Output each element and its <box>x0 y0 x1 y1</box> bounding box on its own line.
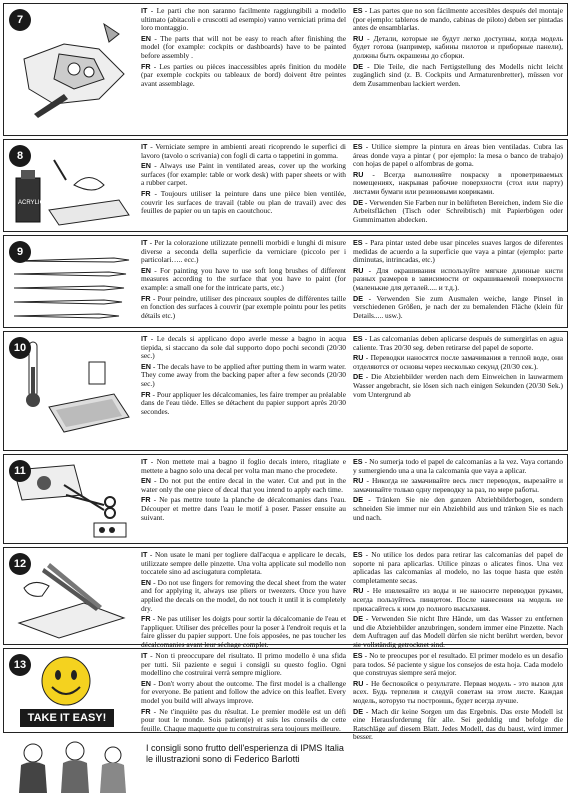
lang-label: FR <box>141 61 151 71</box>
footer-credits <box>146 743 344 765</box>
take-it-easy-badge: TAKE IT EASY! <box>27 712 107 724</box>
section-7 <box>3 3 568 136</box>
lang-label: DE <box>353 495 363 505</box>
step-number: 13 <box>9 654 31 676</box>
paragraph-it: IT - Le parti che non saranno facilmente raggiungibili a modello ultimato (abitacoli e cruscotti ad esempio) vanno verniciati prima del loro montaggio. <box>141 6 346 33</box>
lang-label: IT <box>141 6 148 15</box>
lang-label: RU <box>353 169 364 179</box>
lang-label: RU <box>353 476 364 486</box>
text-column-right: ES - No sumerja todo el papel de calcomanías a la vez. Vaya cortando y sumergiendo una a una la calcomanía que vaya a aplicar. RU - Никогда не замачивайте весь лист переводок, вырезайте и замачивайте только одну переводку за раз, по мере работы. DE - Tränken Sie nie den ganzen Abziehbilderbogen, sondern schneiden Sie immer nur ein Abziehbild aus und tränken Sie es nach und nach. <box>353 457 563 522</box>
section-13 <box>3 648 568 742</box>
lang-label: IT <box>141 550 148 559</box>
step-number: 9 <box>9 241 31 263</box>
lang-label: EN <box>141 33 151 43</box>
lang-label: EN <box>141 577 151 587</box>
text-column-left: IT - Non ti preoccupare del risultato. Il primo modello è una sfida per tutti. Sii paziente e segui i consigli su questo foglio. Ogni modellino che costruirai verrà sempre migliore. EN - Don't worry about the outcome. The first model is a challenge for everyone. Be patient and follow the advice on this leaflet. Every model you build will always improve. FR - Ne t'inquiète pas du résultat. Le premier modèle est un défi pour tout le monde. Sois patient(e) et suis les conseils de cette feuille. Chaque maquette que tu construiras sera toujours meilleure. <box>141 651 346 733</box>
lang-label: IT <box>141 142 148 151</box>
text-column-left: IT - Verniciate sempre in ambienti areati ricoprendo le superfici di lavoro (tavolo o scrivania) con fogli di carta o tappetini in gomma. EN - Always use Paint in ventilated areas, cover up the working surfaces (for example: table or work desk) with paper sheets or with a rubber carpet. FR - Toujours utiliser la peinture dans une pièce bien ventilée, couvrir les surfaces de travail (table ou plan de travail) avec des feuilles de papier ou un tapis en caoutchouc. <box>141 142 346 216</box>
lang-label: ES <box>353 651 363 660</box>
text-column-right: ES - Para pintar usted debe usar pinceles suaves largos de diferentes medidas de acuerdo a la superficie que vaya a pintar (ejemplo: parte diminutas, intrincadas, etc.) RU - Для окрашивания используйте мягкие длинные кисти разных размеров в зависимости от окрашиваемой поверхности (маленькие для деталей..... и т.д.). DE - Verwenden Sie zum Ausmalen weiche, lange Pinsel in verschiedenen Größen, je nach der zu bemalenden Fläche (klein für Details..... usw.). <box>353 238 563 320</box>
footer <box>3 735 568 797</box>
step-number: 10 <box>9 337 31 359</box>
lang-label: IT <box>141 238 148 247</box>
lang-label: RU <box>353 353 364 363</box>
text-column-right <box>353 7 563 90</box>
lang-label: EN <box>141 678 151 688</box>
text-column-right: ES - No te preocupes por el resultado. El primer modelo es un desafío para todos. Sé paciente y sigue los consejos de esta hoja. Cada modelo que construyas siempre será mejor. RU - Не беспокойся о результате. Первая модель - это вызов для всех. Будь терпелив и следуй советам на этом листе. Каждая модель, которую ты построишь, будет всегда лучше. DE - Mach dir keine Sorgen um das Ergebnis. Das erste Modell ist eine Herausforderung für alle. Sei geduldig und befolge die Ratschläge auf diesem Blatt. Jedes Modell, das du baust, wird immer besser. <box>353 651 563 742</box>
text-column-left: IT - Non mettete mai a bagno il foglio decals intero, ritagliate e mettete a bagno solo una decal per volta man mano che procedete. EN - Do not put the entire decal in the water. Cut and put in the water only the one piece of decal that you intend to apply each time. FR - Ne pas mettre toute la planche de décalcomanies dans l'eau. Découper et mettre dans l'eau le motif à poser. Passer ensuite au suivant. <box>141 457 346 522</box>
text-column-left: IT - Le decals si applicano dopo averle messe a bagno in acqua tiepida, si staccano da sole dal supporto dopo pochi secondi (20/30 sec.) EN - The decals have to be applied after putting them in warm water. They come away from the backing paper after a few seconds (20/30 sec.) FR - Pour appliquer les décalcomanies, les faire tremper au préalable dans de l'eau tiède. Elles se détachent du papier support après 20/30 secondes. <box>141 334 346 416</box>
step-number: 7 <box>9 9 31 31</box>
lang-label: IT <box>141 457 148 466</box>
lang-label: DE <box>353 61 363 71</box>
lang-label: EN <box>141 265 151 275</box>
lang-label: ES <box>353 142 363 151</box>
lang-label: FR <box>141 495 151 505</box>
text-column-left: IT - Per la colorazione utilizzate pennelli morbidi e lunghi di misure diverse a seconda della superficie da verniciare (piccolo per i particolari….. ecc.) EN - For painting you have to use soft long brushes of different measures according to the surface that you have to paint (for example: a small one for the intricate parts, etc.) FR - Pour peindre, utiliser des pinceaux souples de différentes taille en fonction des surfaces à couvrir (par exemple pointu pour les petits détails etc.) <box>141 238 346 320</box>
step-number: 11 <box>9 460 31 482</box>
text-column-right: ES - Las calcomanías deben aplicarse después de sumergirlas en agua caliente. Tras 20/30 seg. deben retirarse del papel de soporte. RU - Переводки наносятся после замачивания в теплой воде, они отделяются от основы через несколько секунд (20/30 сек.). DE - Die Abziehbilder werden nach dem Einweichen in lauwarmem Wasser angebracht, sie lösen sich nach einigen Sekunden (20/30 Sek.) vom Untergrund ab <box>353 334 563 399</box>
lang-label: FR <box>141 389 151 399</box>
lang-label: RU <box>353 265 364 275</box>
lang-label: ES <box>353 238 363 247</box>
section-10 <box>3 331 568 451</box>
lang-label: EN <box>141 476 151 486</box>
lang-label: EN <box>141 161 151 171</box>
lang-label: FR <box>141 188 151 198</box>
lang-label: DE <box>353 197 363 207</box>
lang-label: ES <box>353 457 363 466</box>
text-column-left: IT - Non usate le mani per togliere dall'acqua e applicare le decals, utilizzate sempre delle pinzette. Una volta applicate sul modello non toccatele sino ad asciugatura completata. EN - Do not use fingers for removing the decal sheet from the water and for applying it, always use pliers or tweezers. Once you have applied the decals on the model, do not touch it until it is completely dry. FR - Ne pas utiliser les doigts pour sortir la décalcomanie de l'eau et l'appliquer. Utiliser des précelles pour la poser à l'endroit requis et la faire glisser du papier support. Une fois apposées, ne pas toucher les décalcomanies avant leur séchage complet. <box>141 550 346 649</box>
section-9 <box>3 235 568 328</box>
paragraph-en: EN - The parts that will not be easy to reach after finishing the model (for example: cockpits or dashboards) have to be painted before assembly . <box>141 33 346 60</box>
step-number: 12 <box>9 553 31 575</box>
lang-label: ES <box>353 550 363 559</box>
lang-label: RU <box>353 586 364 596</box>
lang-label: FR <box>141 614 151 624</box>
credits-line-2: le illustrazioni sono di Federico Barlotti <box>146 754 300 764</box>
text-column-left <box>141 7 346 90</box>
paragraph-fr: FR - Les parties ou pièces inaccessibles après finition du modèle (par exemple cockpits ou tableaux de bord) doivent être peintes avant assemblage. <box>141 61 346 88</box>
paragraph-de: DE - Die Teile, die nach Fertigstellung des Modells nicht leicht zugänglich sind (z. B. Cockpits und Armaturenbretter), müssen vor dem Zusammenbau lackiert werden. <box>353 61 563 88</box>
lang-label: FR <box>141 293 151 303</box>
lang-label: DE <box>353 706 363 716</box>
step-number: 8 <box>9 145 31 167</box>
lang-label: DE <box>353 293 363 303</box>
lang-label: DE <box>353 372 363 382</box>
lang-label: ES <box>353 6 363 15</box>
lang-label: ES <box>353 334 363 343</box>
lang-label: FR <box>141 706 151 716</box>
lang-label: RU <box>353 33 364 43</box>
lang-label: IT <box>141 651 148 660</box>
section-8 <box>3 139 568 232</box>
section-11 <box>3 454 568 544</box>
ipms-figures-logo-icon <box>3 735 138 797</box>
text-column-right: ES - No utilice los dedos para retirar las calcomanías del papel de soporte ni para aplicarlas. Utilice pinzas o alicates finos. Una vez aplicadas las calcomanías al modelo, no las toque hasta que estén completamente secas. RU - Не извлекайте из воды и не наносите переводки руками, всегда пользуйтесь пинцетом. После нанесения на модель не прикасайтесь к ним до полного высыхания. DE - Verwenden Sie nicht Ihre Hände, um das Wasser zu entfernen und die Abziehbilder anzubringen, sondern immer eine Pinzette. Nach dem Auftragen auf das Modell dürfen sie nicht berührt werden, bevor sie vollständig getrocknet sind. <box>353 550 563 649</box>
credits-line-1: I consigli sono frutto dell'esperienza di IPMS Italia <box>146 743 344 753</box>
text-column-right: ES - Utilice siempre la pintura en áreas bien ventiladas. Cubra las áreas donde vaya a pintar ( por ejemplo: la mesa o banco de trabajo) con hojas de papel o alfombras de goma. RU - Всегда выполняйте покраску в проветриваемых помещениях, накрывая рабочие поверхности (стол или парту) листами бумаги или резиновыми ковриками. DE - Verwenden Sie Farben nur in belüfteten Bereichen, indem Sie die Arbeitsflächen (Tisch oder Schreibtisch) mit Papierbögen oder Gummimatten abdecken. <box>353 142 563 224</box>
paragraph-es: ES - Las partes que no son fácilmente accesibles después del montaje (por ejemplo: tableros de mando, cabinas de piloto) deben ser pintadas antes de ensamblarlas. <box>353 6 563 33</box>
section-12 <box>3 547 568 649</box>
lang-label: DE <box>353 614 363 624</box>
lang-label: RU <box>353 678 364 688</box>
paragraph-ru: RU - Детали, которые не будут легко доступны, когда модель будет готова (например, кабины пилотов и приборные панели), должны быть окрашены до сборки. <box>353 33 563 60</box>
svg-text:ACRYLIC: ACRYLIC <box>18 200 44 206</box>
lang-label: IT <box>141 334 148 343</box>
lang-label: EN <box>141 361 151 371</box>
